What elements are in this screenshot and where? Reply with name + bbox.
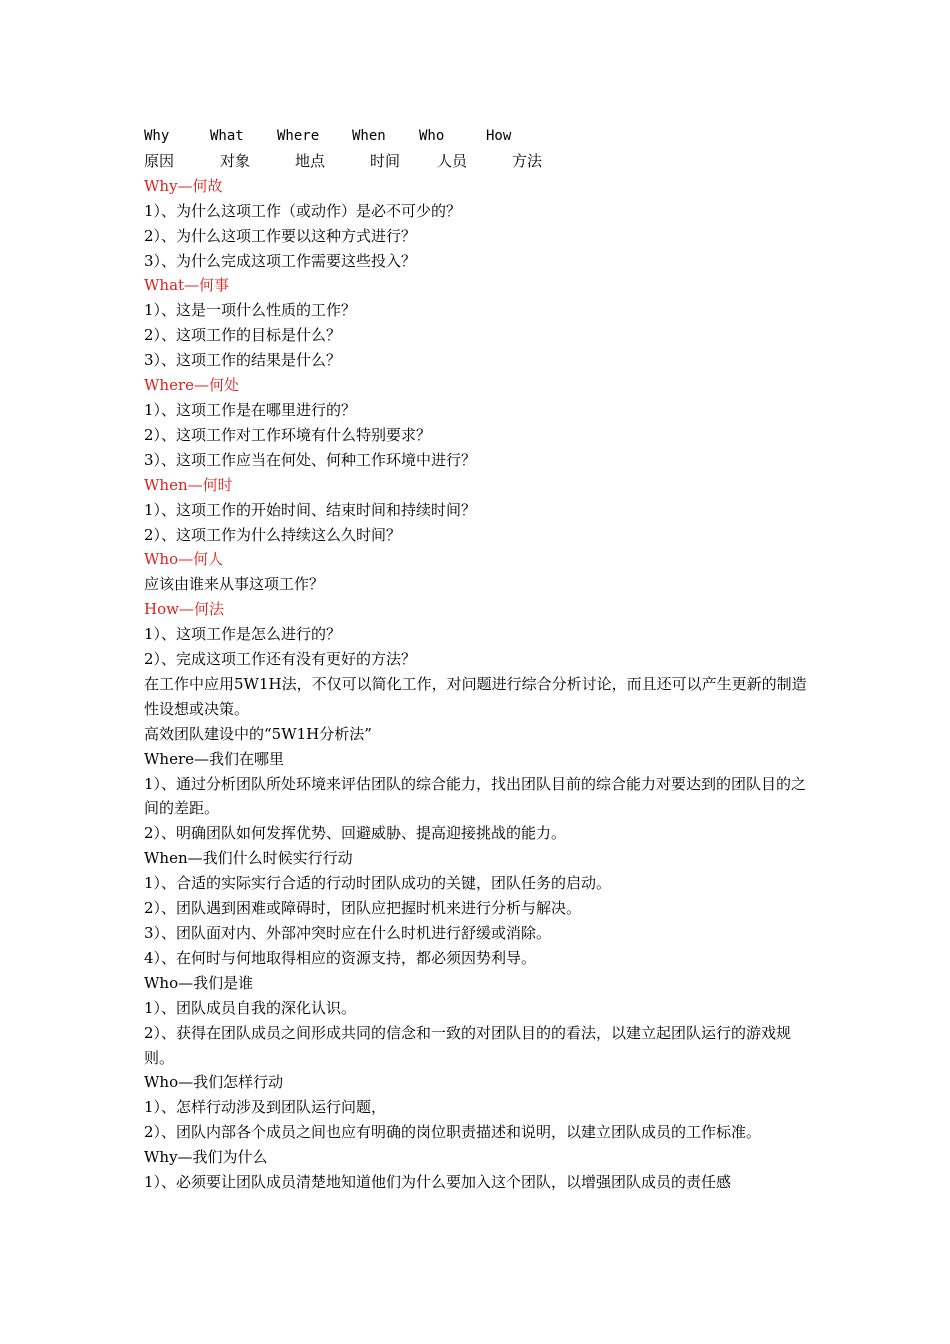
header-en-how: How [486, 128, 512, 144]
section-heading-what: What—何事 [144, 276, 230, 295]
list-item: 2）、团队遇到困难或障碍时，团队应把握时机来进行分析与解决。 [144, 899, 582, 918]
header-english-row [144, 124, 812, 149]
list-item: 2）、团队内部各个成员之间也应有明确的岗位职责描述和说明，以建立团队成员的工作标准。 [144, 1123, 762, 1142]
list-item: 1）、为什么这项工作（或动作）是必不可少的？ [144, 201, 462, 220]
header-en-where: Where [277, 128, 320, 144]
list-item: 3）、团队面对内、外部冲突时应在什么时机进行舒缓或消除。 [144, 924, 552, 942]
section-heading-when: When—何时 [144, 475, 233, 494]
header-en-what: What [210, 128, 244, 144]
list-item: 2）、为什么这项工作要以这种方式进行？ [144, 226, 417, 245]
header-en-why: Why [144, 128, 170, 144]
header-en-when: When [352, 128, 386, 144]
list-item: 1）、通过分析团队所处环境来评估团队的综合能力，找出团队目前的综合能力对要达到的团队目的之间的差距。 [144, 774, 807, 818]
header-zh-why: 原因 [144, 151, 175, 170]
list-item: 3）、这项工作的结果是什么？ [144, 351, 342, 370]
header-en-who: Who [419, 128, 445, 144]
list-item: 1）、这是一项什么性质的工作？ [144, 301, 357, 320]
list-item: 2）、获得在团队成员之间形成共同的信念和一致的对团队目的的看法，以建立起团队运行的游戏规则。 [144, 1023, 792, 1067]
list-item: 1）、必须要让团队成员清楚地知道他们为什么要加入这个团队，以增强团队成员的责任感 [144, 1173, 732, 1192]
team-heading-why: Why—我们为什么 [144, 1148, 268, 1167]
section-heading-who: Who—何人 [144, 550, 224, 569]
section-heading-where: Where—何处 [144, 376, 240, 395]
list-item: 1）、怎样行动涉及到团队运行问题， [144, 1098, 387, 1117]
list-item: 1）、团队成员自我的深化认识。 [144, 998, 357, 1017]
document-page [144, 124, 812, 1195]
list-item: 1）、这项工作的开始时间、结束时间和持续时间？ [144, 500, 477, 519]
list-item: 2）、这项工作对工作环境有什么特别要求？ [144, 425, 432, 444]
list-item: 1）、合适的实际实行合适的行动时团队成功的关键，团队任务的启动。 [144, 874, 612, 893]
list-item: 2）、这项工作的目标是什么？ [144, 326, 342, 345]
section-heading-how: How—何法 [144, 600, 224, 619]
list-item: 4）、在何时与何地取得相应的资源支持，都必须因势利导。 [144, 948, 537, 967]
header-zh-how: 方法 [512, 151, 543, 170]
section-heading-why: Why—何故 [144, 176, 223, 195]
header-zh-where: 地点 [295, 151, 326, 170]
list-item: 1）、这项工作是怎么进行的？ [144, 625, 342, 644]
team-heading-where: Where—我们在哪里 [144, 749, 285, 768]
list-item: 1）、这项工作是在哪里进行的？ [144, 400, 357, 419]
list-item: 3）、为什么完成这项工作需要这些投入？ [144, 251, 417, 270]
list-item: 2）、完成这项工作还有没有更好的方法？ [144, 650, 417, 669]
header-chinese-row [144, 149, 812, 174]
list-item: 3）、这项工作应当在何处、何种工作环境中进行？ [144, 450, 477, 469]
header-zh-what: 对象 [220, 151, 251, 170]
team-heading-when: When—我们什么时候实行行动 [144, 849, 353, 868]
team-heading-who: Who—我们是谁 [144, 973, 254, 992]
team-heading-how: Who—我们怎样行动 [144, 1073, 284, 1092]
header-zh-who: 人员 [437, 151, 468, 170]
team-section-title: 高效团队建设中的“5W1H分析法” [144, 724, 372, 743]
list-item: 2）、明确团队如何发挥优势、回避威胁、提高迎接挑战的能力。 [144, 824, 567, 843]
list-item: 2）、这项工作为什么持续这么久时间？ [144, 525, 402, 544]
header-zh-when: 时间 [370, 151, 401, 170]
summary-paragraph: 在工作中应用5W1H法，不仅可以简化工作，对问题进行综合分析讨论，而且还可以产生更新的制造性设想或决策。 [144, 674, 807, 718]
list-item: 应该由谁来从事这项工作？ [144, 575, 325, 594]
